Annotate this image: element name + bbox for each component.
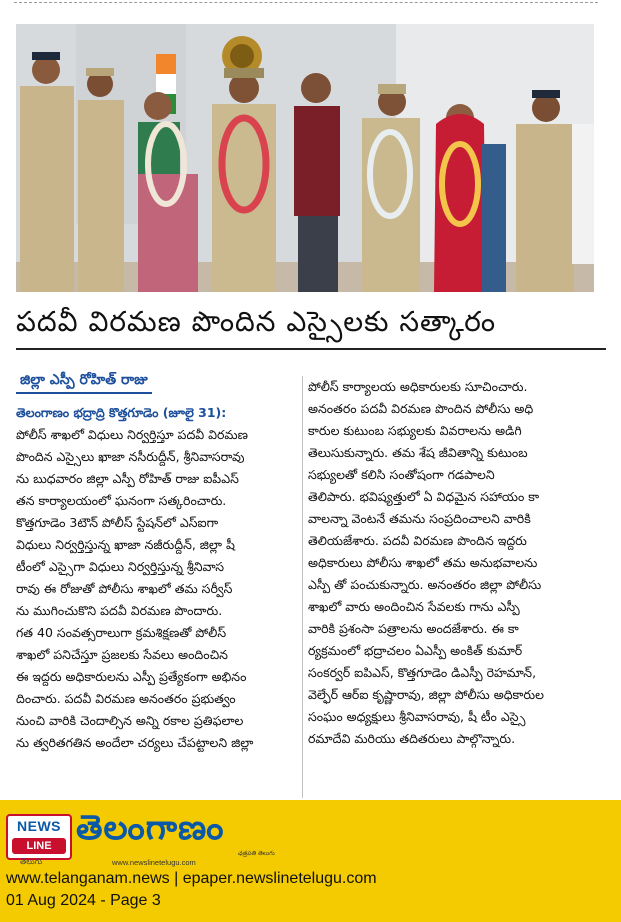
article-text-line: పొందిన ఎస్సైలు ఖాజా నసీరుద్దీన్, శ్రీనివాసరావు xyxy=(16,449,245,464)
brand-url: www.newslinetelugu.com xyxy=(112,858,196,867)
article-text-line: ను త్వరితగతిన అందేలా చర్యలు చేపట్టాలని జిల్లా xyxy=(16,735,254,750)
article-text-line: ర్యక్రమంలో భద్రాచలం ఏఎస్పీ అంకిత్ కుమార్ xyxy=(308,643,523,658)
article-headline: పదవీ విరమణ పొందిన ఎస్సైలకు సత్కారం xyxy=(16,305,497,338)
article-text-line: సంకర్వర్ ఐపిఎస్, కొత్తగూడెం డిఎస్పీ రెహమాన్, xyxy=(308,665,537,680)
article-text-line: తెలియజేశారు. పదవీ విరమణ పొందిన ఇద్దరు xyxy=(308,533,527,548)
logo-bottom-text: LINE xyxy=(12,838,66,854)
top-dashed-rule xyxy=(14,2,598,3)
headline-rule xyxy=(16,348,606,350)
article-text-line: తెలిపారు. భవిష్యత్తులో ఏ విధమైన సహాయం కా xyxy=(308,489,540,504)
article-byline: జిల్లా ఎస్పీ రోహిత్ రాజు xyxy=(16,372,152,394)
article-text-line: టీంలో ఎస్సైగా విధులు నిర్వర్తిస్తున్న శ్రీనివాస xyxy=(16,559,225,574)
article-text-line: పోలీస్ శాఖలో విధులు నిర్వర్తిస్తూ పదవీ విరమణ xyxy=(16,427,248,442)
article-text-line: పోలీస్ కార్యాలయ అధికారులకు సూచించారు. xyxy=(308,379,528,394)
article-dateline: తెలంగాణం భద్రాద్రి కొత్తగూడెం (జూలై 31): xyxy=(16,405,227,420)
article-text-line: ఈ ఇద్దరు అధికారులను ఎస్పీ ప్రత్యేకంగా అభినం xyxy=(16,669,247,684)
logo-top-text: NEWS xyxy=(17,818,61,834)
article-text-line: తెలుసుకున్నారు. తమ శేష జీవితాన్ని కుటుంబ xyxy=(308,445,528,460)
left-column-text xyxy=(16,424,296,754)
article-text-line: ఎస్పీ తో పంచుకున్నారు. అనంతరం జిల్లా పోలీసు xyxy=(308,577,542,592)
newsline-logo xyxy=(6,814,72,860)
column-divider xyxy=(302,376,303,798)
article-text-line: రమాదేవి మరియు తదితరులు పాల్గొన్నారు. xyxy=(308,731,516,746)
article-text-line: దించారు. పదవీ విరమణ అనంతరం ప్రభుత్వం xyxy=(16,691,236,706)
article-text-line: అనంతరం పదవీ విరమణ పొందిన పోలీసు అధి xyxy=(308,401,534,416)
article-text-line: నుంచి వారికి చెందాల్సిన అన్ని రకాల ప్రతిఫలాల xyxy=(16,713,244,728)
article-text-line: వెల్ఫేర్ ఆర్ఐ కృష్ణారావు, జిల్లా పోలీసు అధికారుల xyxy=(308,687,544,702)
logo-tagline: తెలుగు xyxy=(20,857,43,866)
article-text-line: సంఘం అధ్యక్షులు శ్రీనివాసరావు, షీ టీం ఎస్సై xyxy=(308,709,526,724)
article-text-line: వారికి ప్రశంసా పత్రాలను అందజేశారు. ఈ కా xyxy=(308,621,519,636)
article-text-line: శాఖలో పనిచేస్తూ ప్రజలకు సేవలు అందించిన xyxy=(16,647,228,662)
brand-tagline: ఛత్రపతి తెలుగు xyxy=(238,850,275,857)
article-text-line: ను బుధవారం జిల్లా ఎస్పీ రోహిత్ రాజు ఐపీఎస్ xyxy=(16,471,239,486)
article-text-line: సభ్యులతో కలిసి సంతోషంగా గడపాలని xyxy=(308,467,495,482)
article-text-line: గత 40 సంవత్సరాలుగా క్రమశిక్షణతో పోలీస్ xyxy=(16,625,227,640)
article-photo xyxy=(16,24,594,292)
article-text-line: తన కార్యాలయంలో ఘనంగా సత్కరించారు. xyxy=(16,493,227,508)
article-text-line: కారుల కుటుంబ సభ్యులకు వివరాలను అడిగి xyxy=(308,423,522,438)
article-text-line: వాలన్నా వెంటనే తమను సంప్రదించాలని వారికి xyxy=(308,511,531,526)
article-column-right xyxy=(308,376,598,800)
article-text-line: ను ముగించుకొని పదవీ విరమణ పొందారు. xyxy=(16,603,223,618)
footer-site-links: www.telanganam.news | epaper.newslinetelugu.com xyxy=(6,870,377,887)
article-text-line: విధులు నిర్వర్తిస్తున్న ఖాజా నజీరుద్దీన్, జిల్లా షీ xyxy=(16,537,235,552)
article-text-line: రావు ఈ రోజుతో పోలీసు శాఖలో తమ సర్వీస్ xyxy=(16,581,233,596)
article-text-line: కొత్తగూడెం 3టౌన్ పోలీస్ స్టేషన్‌లో ఎస్ఐగా xyxy=(16,515,219,530)
footer-page-info: 01 Aug 2024 - Page 3 xyxy=(6,892,161,909)
article-text-line: అధికారులు పోలీసు శాఖలో తమ అనుభవాలను xyxy=(308,555,538,570)
article-text-line: శాఖలో వారు అందించిన సేవలకు గాను ఎస్పీ xyxy=(308,599,520,614)
article-column-left xyxy=(16,368,296,798)
page-footer xyxy=(0,800,621,922)
brand-title: తెలంగాణం xyxy=(76,808,225,848)
